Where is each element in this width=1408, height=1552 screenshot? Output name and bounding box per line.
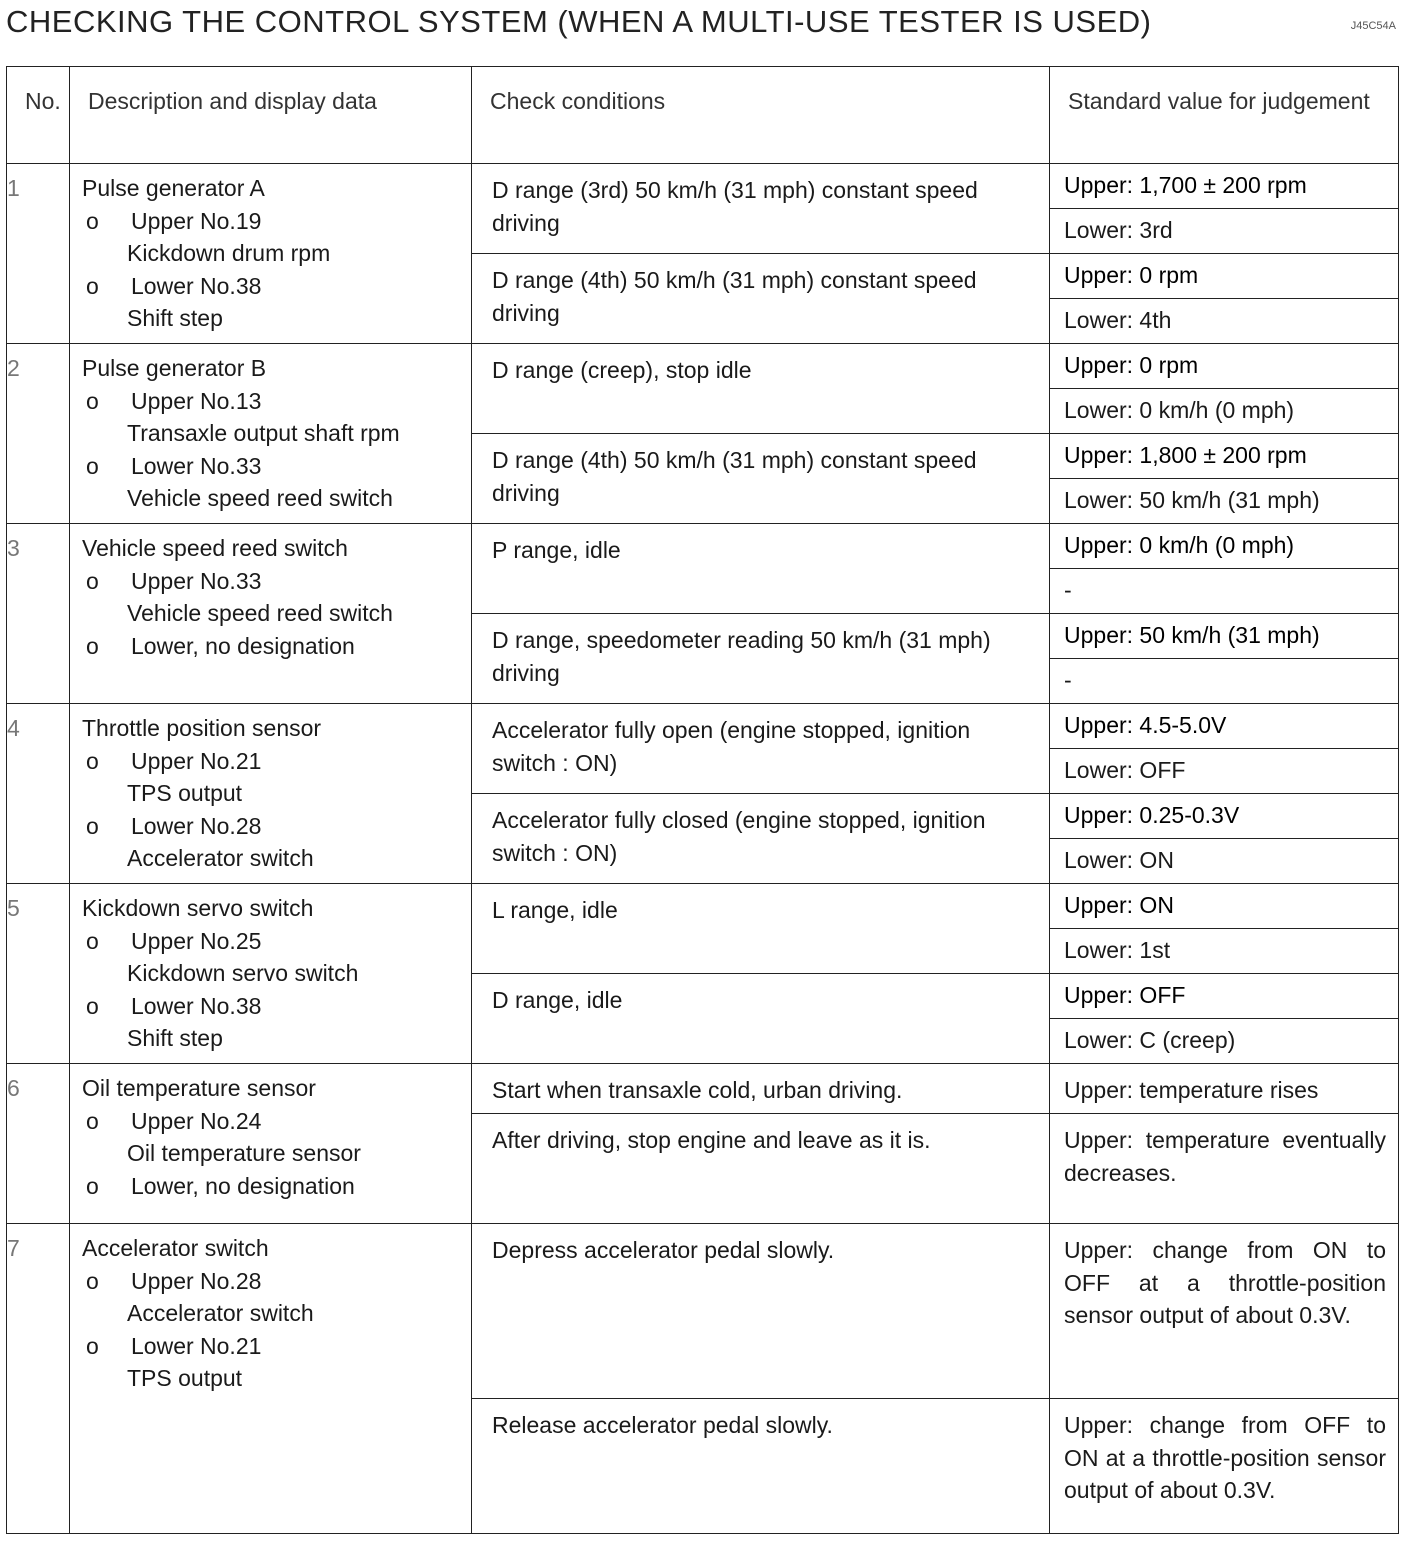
check-condition: Accelerator fully open (engine stopped, ignition switch : ON) xyxy=(472,704,1050,794)
bullet-marker: o xyxy=(86,927,99,954)
lower-display-line xyxy=(82,450,465,483)
upper-display-line xyxy=(82,925,465,958)
row-number: 2 xyxy=(7,344,70,524)
standard-value-lower: Lower: 4th xyxy=(1050,299,1399,344)
lower-item-label: Lower No.28 xyxy=(131,812,262,839)
header-conditions: Check conditions xyxy=(472,67,1050,164)
header-row xyxy=(7,67,1399,164)
lower-item-description: Accelerator switch xyxy=(127,845,314,871)
lower-item-description: Vehicle speed reed switch xyxy=(127,485,393,511)
upper-display-line xyxy=(82,1265,465,1298)
upper-item-label: Upper No.25 xyxy=(131,927,262,954)
table-row xyxy=(7,704,1399,749)
lower-item-label: Lower No.33 xyxy=(131,452,262,479)
table-row xyxy=(7,164,1399,209)
table-body xyxy=(7,164,1399,1534)
standard-value: Upper: temperature eventually decreases. xyxy=(1050,1114,1399,1224)
table-row xyxy=(7,1224,1399,1399)
table-row xyxy=(7,524,1399,569)
item-name: Throttle position sensor xyxy=(82,715,322,741)
upper-display-line xyxy=(82,205,465,238)
lower-item-label: Lower, no designation xyxy=(131,1172,355,1199)
page-title: CHECKING THE CONTROL SYSTEM (WHEN A MULTI-USE TESTER IS USED) xyxy=(6,4,1152,39)
standard-value-upper: Upper: 0 km/h (0 mph) xyxy=(1050,524,1399,569)
check-condition: P range, idle xyxy=(472,524,1050,614)
lower-item-label: Lower No.38 xyxy=(131,992,262,1019)
description-cell xyxy=(70,1064,472,1224)
standard-value: Upper: change from OFF to ON at a throttle-position sensor output of about 0.3V. xyxy=(1050,1399,1399,1534)
control-system-check-table xyxy=(6,66,1399,1534)
standard-value-lower: - xyxy=(1050,659,1399,704)
standard-value-upper: Upper: 0 rpm xyxy=(1050,344,1399,389)
lower-display-line xyxy=(82,990,465,1023)
item-name: Vehicle speed reed switch xyxy=(82,535,348,561)
upper-item-label: Upper No.21 xyxy=(131,747,262,774)
description-cell xyxy=(70,524,472,704)
standard-value: Upper: temperature rises xyxy=(1050,1064,1399,1114)
bullet-marker: o xyxy=(86,272,99,299)
bullet-marker: o xyxy=(86,452,99,479)
upper-item-label: Upper No.24 xyxy=(131,1107,262,1134)
lower-item-label: Lower No.21 xyxy=(131,1332,262,1359)
standard-value-upper: Upper: 1,700 ± 200 rpm xyxy=(1050,164,1399,209)
lower-item-label: Lower, no designation xyxy=(131,632,355,659)
bullet-marker: o xyxy=(86,632,99,659)
lower-display-line xyxy=(82,630,465,663)
row-number: 4 xyxy=(7,704,70,884)
standard-value-lower: Lower: OFF xyxy=(1050,749,1399,794)
upper-item-label: Upper No.13 xyxy=(131,387,262,414)
upper-display-line xyxy=(82,745,465,778)
table-row xyxy=(7,1064,1399,1114)
bullet-marker: o xyxy=(86,1107,99,1134)
bullet-marker: o xyxy=(86,1332,99,1359)
check-condition: D range (4th) 50 km/h (31 mph) constant speed driving xyxy=(472,434,1050,524)
item-name: Pulse generator B xyxy=(82,355,267,381)
item-name: Oil temperature sensor xyxy=(82,1075,316,1101)
lower-item-description: Shift step xyxy=(127,1025,223,1051)
standard-value-upper: Upper: OFF xyxy=(1050,974,1399,1019)
table-row xyxy=(7,884,1399,929)
check-condition: D range (creep), stop idle xyxy=(472,344,1050,434)
bullet-marker: o xyxy=(86,207,99,234)
upper-display-line xyxy=(82,1105,465,1138)
bullet-marker: o xyxy=(86,1172,99,1199)
standard-value-lower: Lower: C (creep) xyxy=(1050,1019,1399,1064)
upper-item-label: Upper No.28 xyxy=(131,1267,262,1294)
table-row xyxy=(7,344,1399,389)
standard-value-lower: Lower: 1st xyxy=(1050,929,1399,974)
lower-display-line xyxy=(82,1330,465,1363)
upper-item-description: Accelerator switch xyxy=(127,1300,314,1326)
upper-item-description: Oil temperature sensor xyxy=(127,1140,361,1166)
standard-value-upper: Upper: 50 km/h (31 mph) xyxy=(1050,614,1399,659)
item-name: Pulse generator A xyxy=(82,175,265,201)
description-cell xyxy=(70,704,472,884)
lower-item-description: TPS output xyxy=(127,1365,243,1391)
check-condition: D range, idle xyxy=(472,974,1050,1064)
row-number: 3 xyxy=(7,524,70,704)
lower-display-line xyxy=(82,810,465,843)
bullet-marker: o xyxy=(86,747,99,774)
header-standard: Standard value for judgement xyxy=(1050,67,1399,164)
standard-value: Upper: change from ON to OFF at a throttle-position sensor output of about 0.3V. xyxy=(1050,1224,1399,1399)
standard-value-lower: - xyxy=(1050,569,1399,614)
figure-code: J45C54A xyxy=(1350,20,1396,32)
item-name: Kickdown servo switch xyxy=(82,895,314,921)
lower-item-label: Lower No.38 xyxy=(131,272,262,299)
description-cell xyxy=(70,164,472,344)
check-condition: Accelerator fully closed (engine stopped, ignition switch : ON) xyxy=(472,794,1050,884)
standard-value-upper: Upper: 0 rpm xyxy=(1050,254,1399,299)
upper-display-line xyxy=(82,565,465,598)
upper-item-description: Kickdown servo switch xyxy=(127,960,359,986)
check-condition: Start when transaxle cold, urban driving. xyxy=(472,1064,1050,1114)
check-condition: Release accelerator pedal slowly. xyxy=(472,1399,1050,1534)
description-cell xyxy=(70,884,472,1064)
standard-value-upper: Upper: 4.5-5.0V xyxy=(1050,704,1399,749)
bullet-marker: o xyxy=(86,1267,99,1294)
row-number: 7 xyxy=(7,1224,70,1534)
check-condition: L range, idle xyxy=(472,884,1050,974)
upper-item-label: Upper No.33 xyxy=(131,567,262,594)
check-condition: D range, speedometer reading 50 km/h (31 mph) driving xyxy=(472,614,1050,704)
bullet-marker: o xyxy=(86,992,99,1019)
description-cell xyxy=(70,344,472,524)
bullet-marker: o xyxy=(86,812,99,839)
standard-value-upper: Upper: 0.25-0.3V xyxy=(1050,794,1399,839)
lower-display-line xyxy=(82,1170,465,1203)
bullet-marker: o xyxy=(86,567,99,594)
standard-value-lower: Lower: 3rd xyxy=(1050,209,1399,254)
upper-item-label: Upper No.19 xyxy=(131,207,262,234)
header-description: Description and display data xyxy=(70,67,472,164)
upper-item-description: Vehicle speed reed switch xyxy=(127,600,393,626)
standard-value-lower: Lower: ON xyxy=(1050,839,1399,884)
row-number: 1 xyxy=(7,164,70,344)
upper-item-description: Transaxle output shaft rpm xyxy=(127,420,400,446)
bullet-marker: o xyxy=(86,387,99,414)
check-condition: Depress accelerator pedal slowly. xyxy=(472,1224,1050,1399)
description-cell xyxy=(70,1224,472,1534)
standard-value-lower: Lower: 50 km/h (31 mph) xyxy=(1050,479,1399,524)
header-no: No. xyxy=(7,67,70,164)
row-number: 5 xyxy=(7,884,70,1064)
lower-item-description: Shift step xyxy=(127,305,223,331)
upper-item-description: TPS output xyxy=(127,780,243,806)
check-condition: D range (4th) 50 km/h (31 mph) constant speed driving xyxy=(472,254,1050,344)
item-name: Accelerator switch xyxy=(82,1235,269,1261)
standard-value-upper: Upper: 1,800 ± 200 rpm xyxy=(1050,434,1399,479)
check-condition: After driving, stop engine and leave as it is. xyxy=(472,1114,1050,1224)
upper-display-line xyxy=(82,385,465,418)
row-number: 6 xyxy=(7,1064,70,1224)
standard-value-lower: Lower: 0 km/h (0 mph) xyxy=(1050,389,1399,434)
upper-item-description: Kickdown drum rpm xyxy=(127,240,331,266)
standard-value-upper: Upper: ON xyxy=(1050,884,1399,929)
check-condition: D range (3rd) 50 km/h (31 mph) constant speed driving xyxy=(472,164,1050,254)
lower-display-line xyxy=(82,270,465,303)
